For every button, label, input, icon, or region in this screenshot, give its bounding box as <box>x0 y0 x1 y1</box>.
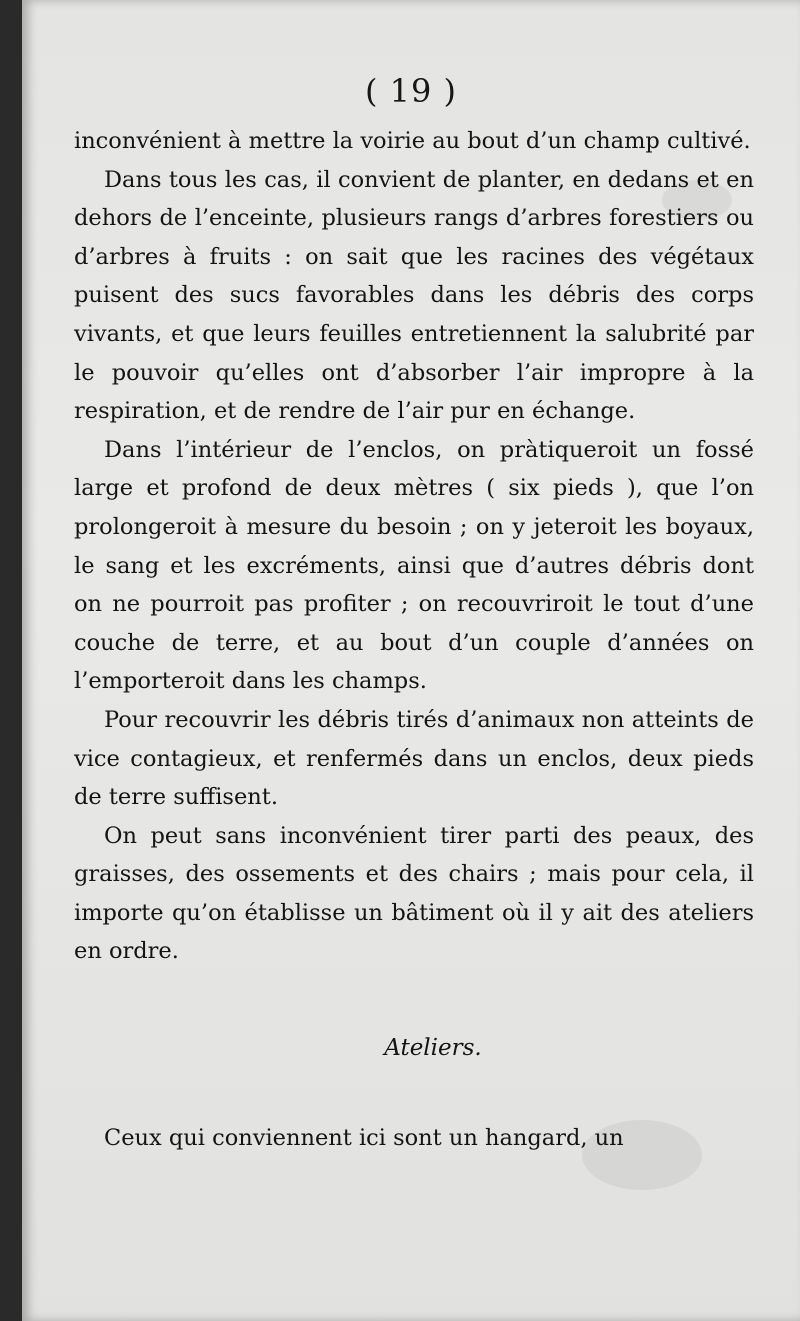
page-number: ( 19 ) <box>364 72 458 110</box>
paragraph: Pour recouvrir les débris tirés d’animaux non atteints de vice contagieux, et renfermés dans un enclos, deux pieds de terre suffisent. <box>74 706 754 811</box>
body-text <box>74 122 754 1158</box>
paragraph-start: Ceux qui conviennent ici sont un hangard, un <box>104 1125 624 1152</box>
paragraph: Dans l’intérieur de l’enclos, on pràtiqueroit un fossé large et profond de deux mètres ( six pieds ), que l’on prolongeroit à mesure du besoin ; on y jeteroit les boyaux, le sang et les excréments, ainsi que d’autres débris dont on ne pourroit pas profiter ; on recouvriroit le tout d’une couche de terre, et au bout d’un couple d’années on l’emporteroit dans les champs. <box>74 436 754 695</box>
paragraph: Dans tous les cas, il convient de planter, en dedans et en dehors de l’enceinte, plusieurs rangs d’arbres forestiers ou d’arbres à fruits : on sait que les racines des végétaux puisent des sucs favorables dans les débris des corps vivants, et que leurs feuilles entretiennent la salubrité par le pouvoir qu’elles ont d’absorber l’air impropre à la respiration, et de rendre de l’air pur en échange. <box>74 166 754 425</box>
book-page <box>22 0 800 1321</box>
paragraph: On peut sans inconvénient tirer parti des peaux, des graisses, des ossements et des chairs ; mais pour cela, il importe qu’on établisse un bâtiment où il y ait des ateliers en ordre. <box>74 822 754 965</box>
paragraph-continued: inconvénient à mettre la voirie au bout d’un champ cultivé. <box>74 128 751 154</box>
section-heading: Ateliers. <box>384 1035 482 1062</box>
